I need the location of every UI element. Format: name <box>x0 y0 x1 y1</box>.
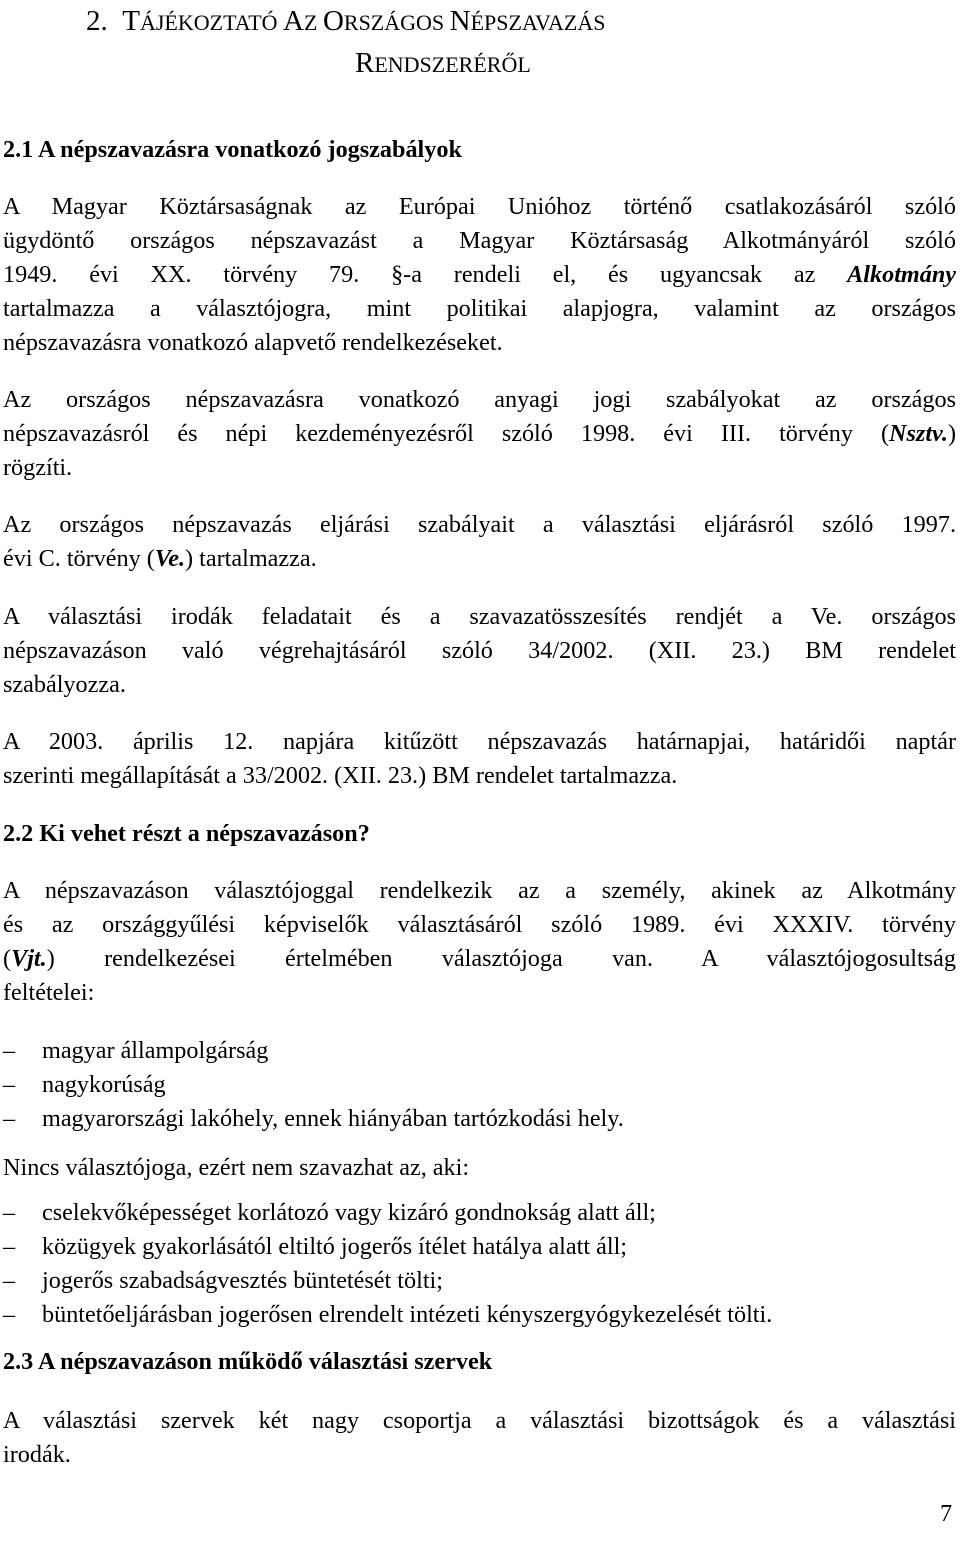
list-bullet: – <box>3 1267 16 1294</box>
list-item: magyar állampolgárság <box>42 1037 269 1064</box>
paragraph-line: Nincs választójoga, ezért nem szavazhat az, aki: <box>3 1154 470 1181</box>
chapter-heading-line-2: RENDSZERÉRŐL <box>355 47 531 79</box>
section-2-3-title: 2.3 A népszavazáson működő választási szervek <box>3 1348 493 1375</box>
paragraph-line: szerinti megállapítását a 33/2002. (XII. 23.) BM rendelet tartalmazza. <box>3 762 678 789</box>
paragraph-line: A választási irodák feladatait és a szavazatösszesítés rendjét a Ve. országos <box>3 603 956 630</box>
paragraph-line: A 2003. április 12. napjára kitűzött népszavazás határnapjai, határidői naptár <box>3 728 956 755</box>
chapter-heading-line-1: 2. TÁJÉKOZTATÓ AZ ORSZÁGOS NÉPSZAVAZÁS <box>86 5 606 37</box>
paragraph-line: ügydöntő országos népszavazást a Magyar Köztársaság Alkotmányáról szóló <box>3 227 956 254</box>
paragraph-line: szabályozza. <box>3 671 126 698</box>
paragraph-line: (Vjt.) rendelkezései értelmében választójoga van. A választójogosultság <box>3 945 956 972</box>
paragraph-line: A népszavazáson választójoggal rendelkezik az a személy, akinek az Alkotmány <box>3 877 956 904</box>
list-item: közügyek gyakorlásától eltiltó jogerős ítélet hatálya alatt áll; <box>42 1233 628 1260</box>
emphasis-alkotmany: Alkotmány <box>847 261 957 288</box>
list-item: nagykorúság <box>42 1071 166 1098</box>
list-bullet: – <box>3 1037 16 1064</box>
page-number: 7 <box>940 1500 953 1527</box>
emphasis-nsztv: Nsztv. <box>889 420 948 447</box>
chapter-number: 2. <box>86 5 108 37</box>
list-item: magyarországi lakóhely, ennek hiányában tartózkodási hely. <box>42 1105 624 1132</box>
paragraph-line: népszavazásra vonatkozó alapvető rendelkezéseket. <box>3 329 503 356</box>
emphasis-vjt: Vjt. <box>11 945 47 972</box>
section-2-2-title: 2.2 Ki vehet részt a népszavazáson? <box>3 820 370 847</box>
section-2-1-title: 2.1 A népszavazásra vonatkozó jogszabályok <box>3 136 462 163</box>
paragraph-line: évi C. törvény (Ve.) tartalmazza. <box>3 545 317 572</box>
list-bullet: – <box>3 1071 16 1098</box>
paragraph-line: A Magyar Köztársaságnak az Európai Unióhoz történő csatlakozásáról szóló <box>3 193 956 220</box>
emphasis-ve: Ve. <box>154 545 186 572</box>
paragraph-line: A választási szervek két nagy csoportja a választási bizottságok és a választási <box>3 1407 956 1434</box>
paragraph-line: népszavazáson való végrehajtásáról szóló 34/2002. (XII. 23.) BM rendelet <box>3 637 956 664</box>
list-item: büntetőeljárásban jogerősen elrendelt intézeti kényszergyógykezelését tölti. <box>42 1301 773 1328</box>
paragraph-line: Az országos népszavazás eljárási szabályait a választási eljárásról szóló 1997. <box>3 511 956 538</box>
list-item: cselekvőképességet korlátozó vagy kizáró gondnokság alatt áll; <box>42 1199 656 1226</box>
paragraph-line: 1949. évi XX. törvény 79. §-a rendeli el, és ugyancsak az Alkotmány <box>3 261 957 288</box>
paragraph-line: és az országgyűlési képviselők választásáról szóló 1989. évi XXXIV. törvény <box>3 911 956 938</box>
list-bullet: – <box>3 1233 16 1260</box>
list-item: jogerős szabadságvesztés büntetését tölti; <box>42 1267 443 1294</box>
paragraph-line: népszavazásról és népi kezdeményezésről szóló 1998. évi III. törvény (Nsztv.) <box>3 420 956 447</box>
paragraph-line: feltételei: <box>3 979 95 1006</box>
paragraph-line: Az országos népszavazásra vonatkozó anyagi jogi szabályokat az országos <box>3 386 956 413</box>
list-bullet: – <box>3 1199 16 1226</box>
paragraph-line: tartalmazza a választójogra, mint politikai alapjogra, valamint az országos <box>3 295 956 322</box>
list-bullet: – <box>3 1301 16 1328</box>
paragraph-line: rögzíti. <box>3 454 73 481</box>
list-bullet: – <box>3 1105 16 1132</box>
paragraph-line: irodák. <box>3 1441 71 1468</box>
